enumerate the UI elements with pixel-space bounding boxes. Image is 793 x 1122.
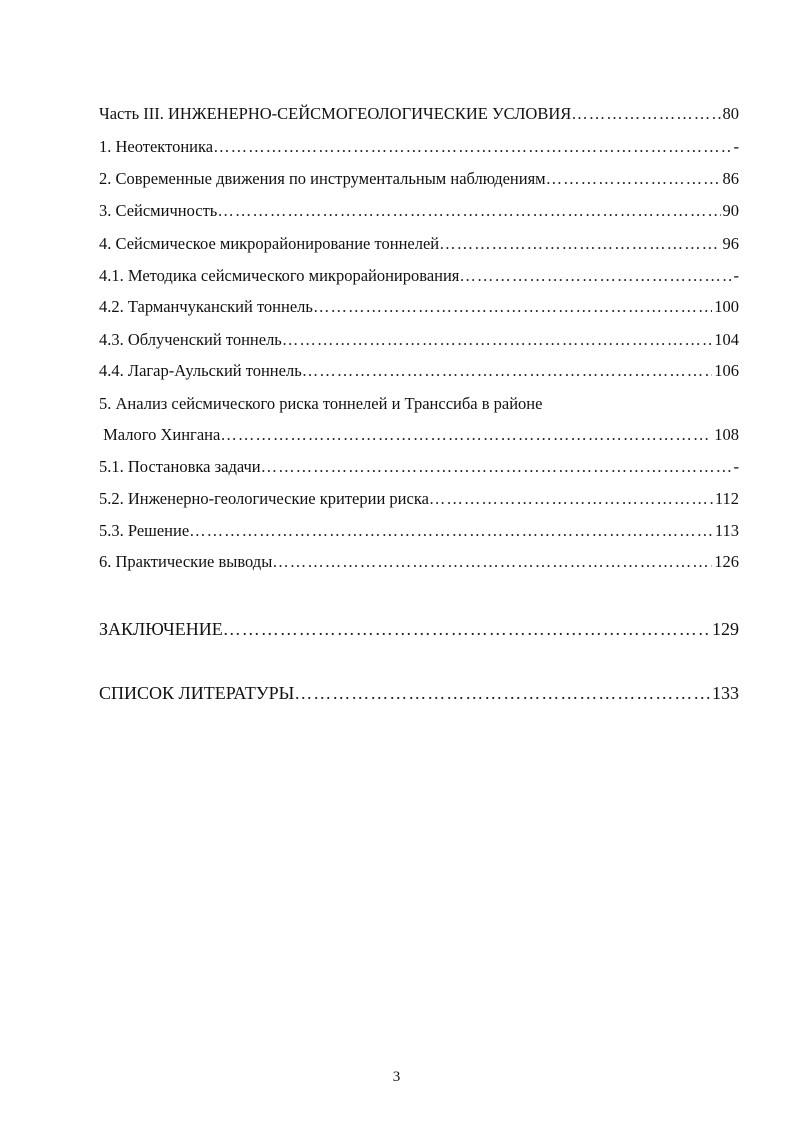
toc-entry-page: 133 bbox=[712, 683, 739, 703]
toc-entry bbox=[99, 169, 739, 189]
toc-entry bbox=[99, 137, 739, 157]
toc-leader-dots bbox=[189, 521, 713, 541]
toc-entry bbox=[99, 104, 739, 124]
toc-leader-dots bbox=[302, 361, 713, 381]
toc-entry-page: - bbox=[733, 266, 739, 285]
toc-entry-page: 126 bbox=[714, 552, 739, 571]
toc-entry-title: 2. Современные движения по инструментальным наблюдениям bbox=[99, 169, 546, 188]
toc-entry-title: Малого Хингана bbox=[99, 425, 221, 444]
toc-leader-dots bbox=[294, 683, 710, 703]
toc-entry-page: 106 bbox=[714, 361, 739, 380]
toc-entry-title: 5.1. Постановка задачи bbox=[99, 457, 261, 476]
toc-entry-page: 104 bbox=[714, 330, 739, 349]
toc-entry-title: 1. Неотектоника bbox=[99, 137, 214, 156]
toc-leader-dots bbox=[546, 169, 721, 189]
toc-entry bbox=[99, 425, 739, 445]
toc-leader-dots bbox=[261, 457, 732, 477]
toc-leader-dots bbox=[217, 201, 720, 221]
toc-leader-dots bbox=[220, 425, 712, 445]
toc-entry-title: ЗАКЛЮЧЕНИЕ bbox=[99, 619, 223, 639]
toc-leader-dots bbox=[223, 619, 710, 639]
toc-entry-page: 86 bbox=[722, 169, 739, 188]
toc-entry-page: 80 bbox=[722, 104, 739, 123]
toc-leader-dots bbox=[429, 489, 713, 509]
toc-entry bbox=[99, 552, 739, 572]
toc-entry-title: 3. Сейсмичность bbox=[99, 201, 218, 220]
toc-entry-title: 4.3. Облученский тоннель bbox=[99, 330, 282, 349]
toc-entry bbox=[99, 619, 739, 639]
toc-entry bbox=[99, 457, 739, 477]
toc-entry-page: - bbox=[733, 457, 739, 476]
toc-entry-title: СПИСОК ЛИТЕРАТУРЫ bbox=[99, 683, 295, 703]
toc-leader-dots bbox=[272, 552, 712, 572]
toc-entry bbox=[99, 683, 739, 703]
toc-entry-page: 100 bbox=[714, 297, 739, 316]
toc-entry-title: 4.4. Лагар-Аульский тоннель bbox=[99, 361, 302, 380]
toc-leader-dots bbox=[282, 330, 712, 350]
toc-entry-title: 4.2. Тарманчуканский тоннель bbox=[99, 297, 313, 316]
toc-entry-title: 4. Сейсмическое микрорайонирование тоннелей bbox=[99, 234, 440, 253]
toc-entry-title: 5.3. Решение bbox=[99, 521, 190, 540]
toc-entry bbox=[99, 234, 739, 254]
toc-entry-page: - bbox=[733, 137, 739, 156]
toc-entry-page: 113 bbox=[714, 521, 739, 540]
toc-leader-dots bbox=[313, 297, 712, 317]
toc-entry-page: 96 bbox=[722, 234, 739, 253]
toc-entry-title: 5. Анализ сейсмического риска тоннелей и Транссиба в районе bbox=[99, 394, 543, 413]
toc-entry-page: 90 bbox=[722, 201, 739, 220]
toc-entry-page: 108 bbox=[714, 425, 739, 444]
toc-leader-dots bbox=[459, 266, 731, 286]
toc-entry-page: 129 bbox=[712, 619, 739, 639]
toc-entry bbox=[99, 394, 739, 414]
toc-entry-title: Часть III. ИНЖЕНЕРНО-СЕЙСМОГЕОЛОГИЧЕСКИЕ УСЛОВИЯ bbox=[99, 104, 572, 123]
toc-entry bbox=[99, 266, 739, 286]
toc-entry-title: 4.1. Методика сейсмического микрорайонирования bbox=[99, 266, 460, 285]
toc-leader-dots bbox=[213, 137, 731, 157]
toc-entry bbox=[99, 297, 739, 317]
toc-entry-title: 5.2. Инженерно-геологические критерии риска bbox=[99, 489, 429, 508]
page-number: 3 bbox=[392, 1069, 401, 1085]
toc-entry bbox=[99, 489, 739, 509]
toc-entry bbox=[99, 361, 739, 381]
toc-entry-title: 6. Практические выводы bbox=[99, 552, 273, 571]
toc-entry bbox=[99, 521, 739, 541]
toc-leader-dots bbox=[571, 104, 720, 124]
toc-leader-dots bbox=[439, 234, 720, 254]
toc-entry bbox=[99, 330, 739, 350]
toc-entry-page: 112 bbox=[714, 489, 739, 508]
toc-entry bbox=[99, 201, 739, 221]
